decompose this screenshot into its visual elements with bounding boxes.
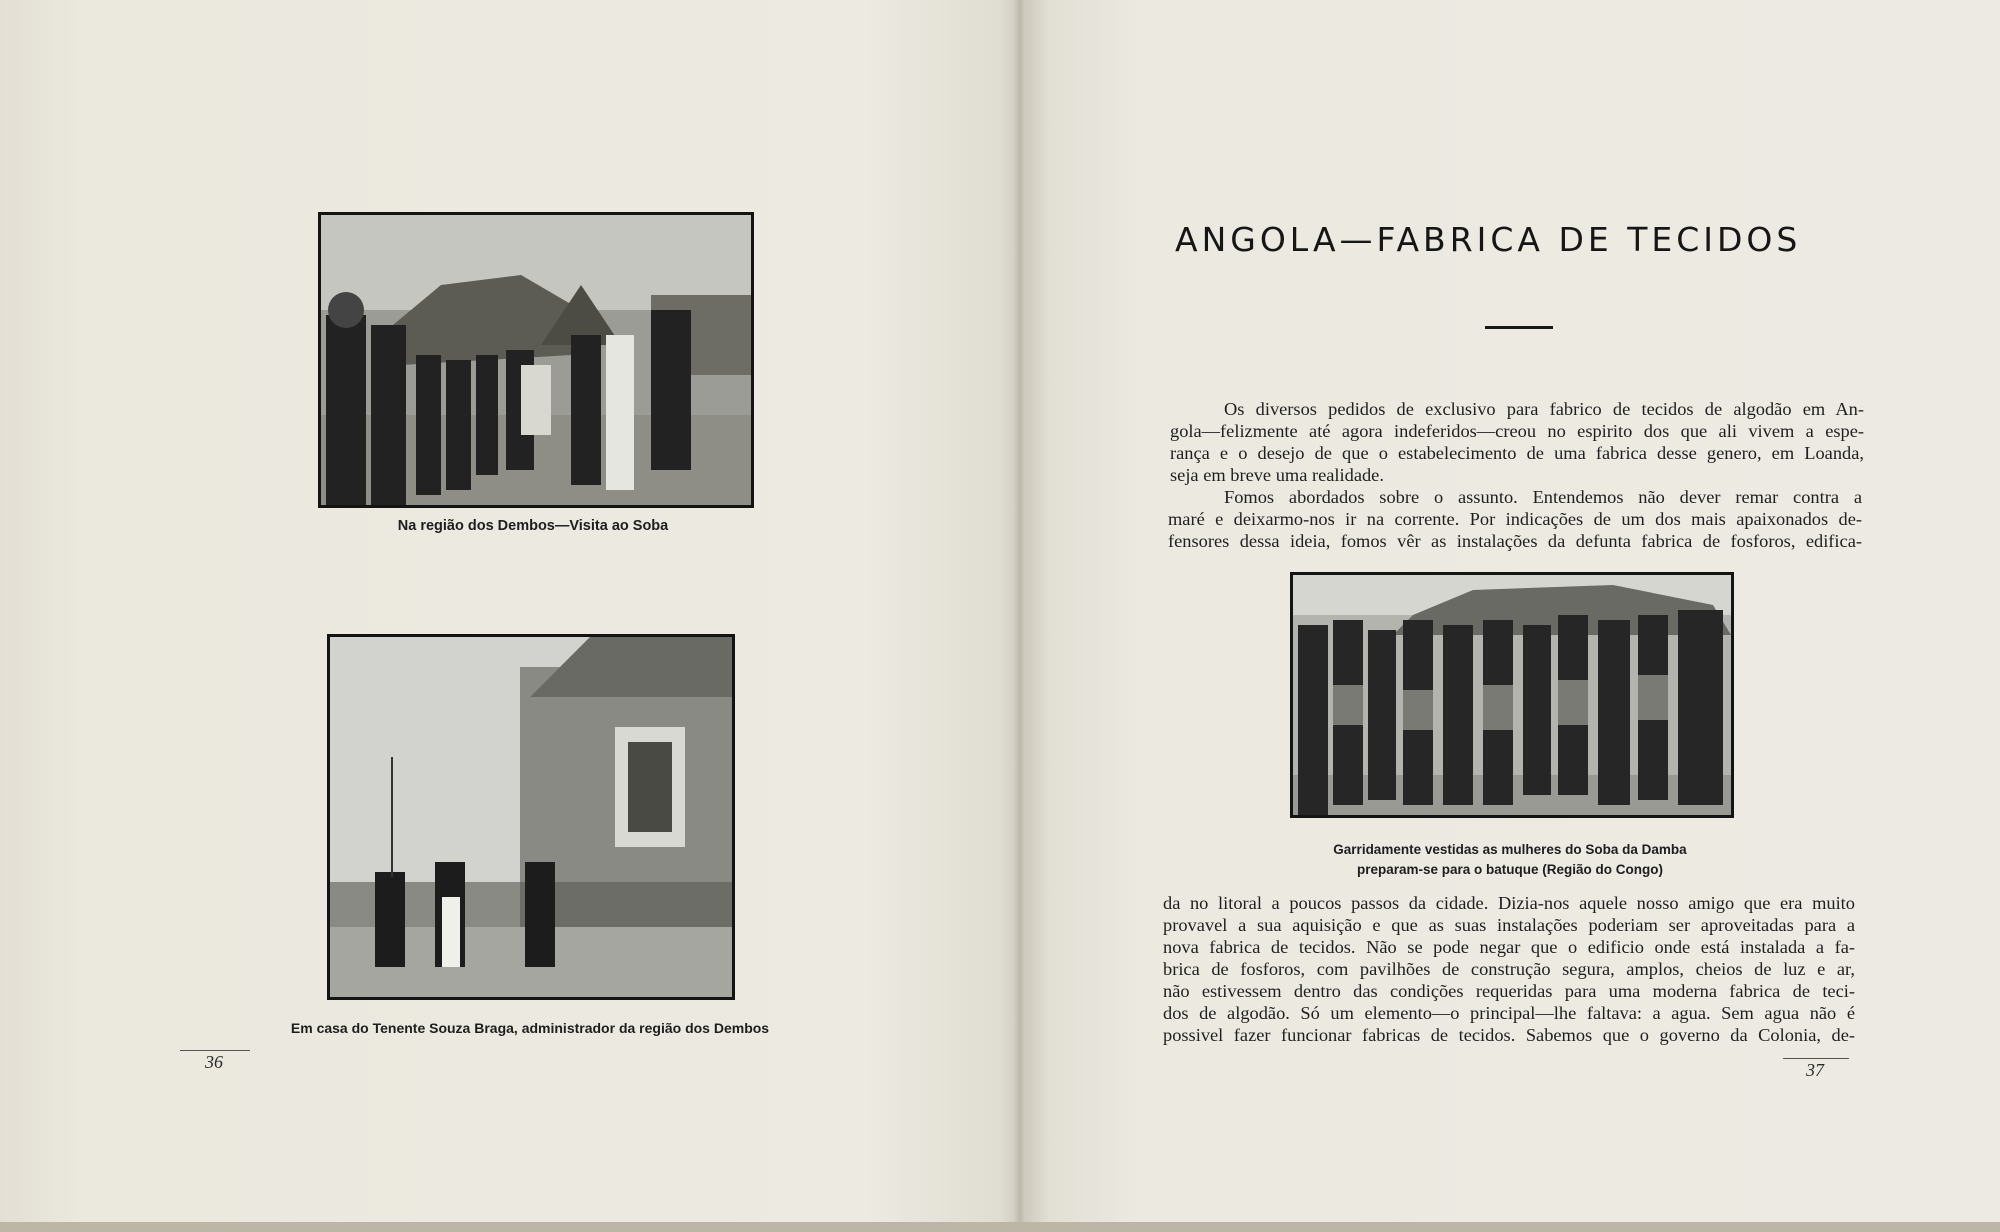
text-line: não estivessem dentro das condições requeridas para uma moderna fabrica de teci- <box>1163 981 1855 1001</box>
text-line: gola—felizmente até agora indeferidos—creou no espirito dos que ali vivem a espe- <box>1170 421 1864 441</box>
text-line: Fomos abordados sobre o assunto. Entendemos não dever remar contra a <box>1224 487 1862 507</box>
text-line: possivel fazer funcionar fabricas de tecidos. Sabemos que o governo da Colonia, de- <box>1163 1025 1855 1045</box>
page-number-rule-right <box>1783 1058 1849 1059</box>
photo-women-soba-damba <box>1290 572 1734 818</box>
text-line: provavel a sua aquisição e que as suas instalações poderiam ser aproveitadas para a <box>1163 915 1855 935</box>
page-number-right: 37 <box>1806 1060 1824 1080</box>
text-line: dos de algodão. Só um elemento—o principal—lhe faltava: a agua. Sem agua não é <box>1163 1003 1855 1023</box>
text-line: Os diversos pedidos de exclusivo para fabrico de tecidos de algodão em An- <box>1224 399 1864 419</box>
text-line: brica de fosforos, com pavilhões de construção segura, amplos, cheios de luz e ar, <box>1163 959 1855 979</box>
text-line: seja em breve uma realidade. <box>1170 465 1384 485</box>
caption-women-soba-damba <box>1260 840 1760 880</box>
page-number-left: 36 <box>205 1052 223 1072</box>
text-line: maré e deixarmo-nos ir na corrente. Por indicações de um dos mais apaixonados de- <box>1168 509 1862 529</box>
text-line: rança e o desejo de que o estabelecimento de uma fabrica desse genero, em Loanda, <box>1170 443 1864 463</box>
book-gutter <box>1014 0 1026 1232</box>
text-line: da no litoral a poucos passos da cidade. Dizia-nos aquele nosso amigo que era muito <box>1163 893 1855 913</box>
paragraph-1 <box>1170 398 1864 486</box>
caption-house-souza-braga: Em casa do Tenente Souza Braga, administrador da região dos Dembos <box>290 1020 770 1036</box>
paragraph-2 <box>1168 486 1862 552</box>
page-number-rule-left <box>180 1050 250 1051</box>
caption-visit-soba: Na região dos Dembos—Visita ao Soba <box>397 518 669 534</box>
photo-visit-soba <box>318 212 754 508</box>
caption-line: preparam-se para o batuque (Região do Congo) <box>1356 862 1664 877</box>
page-bottom-edge <box>0 1222 2000 1232</box>
title-rule <box>1485 326 1553 329</box>
text-line: fensores dessa ideia, fomos vêr as instalações da defunta fabrica de fosforos, edifica- <box>1168 531 1862 551</box>
text-line: nova fabrica de tecidos. Não se pode negar que o edificio onde está instalada a fa- <box>1163 937 1855 957</box>
paragraph-3 <box>1163 892 1855 1046</box>
caption-line: Garridamente vestidas as mulheres do Soba da Damba <box>1333 842 1687 857</box>
photo-house-souza-braga <box>327 634 735 1000</box>
page-title: ANGOLA—FABRICA DE TECIDOS <box>1175 220 1802 259</box>
